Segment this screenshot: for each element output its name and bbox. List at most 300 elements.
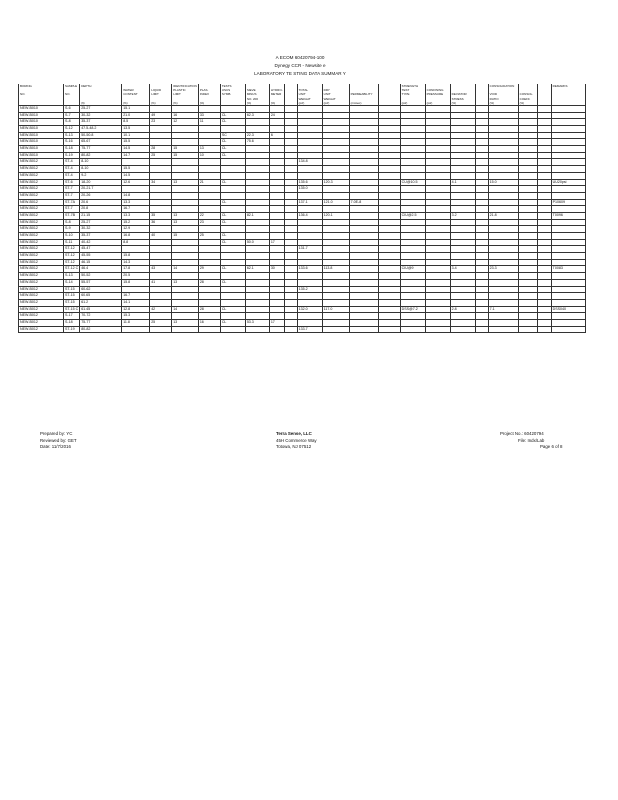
table-cell [450, 279, 475, 286]
report-title-line-2: Dynegy CCR - Newsite e [274, 63, 326, 68]
table-cell: CIU@9 [400, 266, 425, 273]
table-cell [400, 293, 425, 300]
table-cell [322, 186, 349, 193]
table-cell [349, 126, 378, 133]
table-cell [172, 126, 199, 133]
table-cell [269, 186, 284, 193]
table-cell [518, 259, 537, 266]
table-cell [378, 279, 400, 286]
table-cell [322, 313, 349, 320]
table-cell [122, 326, 150, 333]
table-cell [297, 139, 322, 146]
table-cell [322, 159, 349, 166]
table-cell: 28 [198, 279, 220, 286]
table-cell: 11.8 [122, 319, 150, 326]
table-cell: NEW-B012 [19, 326, 64, 333]
table-cell [518, 146, 537, 153]
table-cell [172, 192, 199, 199]
table-cell [537, 186, 551, 193]
table-cell [537, 319, 551, 326]
table-cell [488, 326, 518, 333]
table-cell [245, 172, 269, 179]
table-cell [349, 306, 378, 313]
table-cell [198, 192, 220, 199]
table-cell [475, 219, 488, 226]
table-cell [322, 239, 349, 246]
header-cell: UNIT [322, 92, 349, 96]
table-cell: NEW-B012 [19, 199, 64, 206]
table-cell [518, 139, 537, 146]
table-cell: T0083 [551, 266, 585, 273]
table-cell [269, 226, 284, 233]
table-cell [400, 273, 425, 280]
table-cell [269, 313, 284, 320]
table-cell: 13 [172, 212, 199, 219]
table-cell [425, 199, 450, 206]
table-cell [269, 286, 284, 293]
table-cell [297, 259, 322, 266]
table-cell: 15.0 [488, 179, 518, 186]
header-cell: (psf) [400, 101, 425, 106]
table-cell [400, 126, 425, 133]
table-cell [488, 219, 518, 226]
table-cell [245, 279, 269, 286]
table-cell: 25 [150, 319, 172, 326]
table-cell [297, 152, 322, 159]
table-cell [518, 192, 537, 199]
table-cell [172, 273, 199, 280]
table-cell: NEW-B012 [19, 179, 64, 186]
header-cell: TYPE [400, 92, 425, 96]
table-cell: 20-21.7 [80, 186, 122, 193]
table-cell [475, 253, 488, 260]
table-cell [284, 233, 297, 240]
table-cell [537, 166, 551, 173]
table-cell [322, 139, 349, 146]
table-cell [518, 266, 537, 273]
table-cell [322, 233, 349, 240]
table-cell [488, 199, 518, 206]
footer-company-block [276, 431, 317, 451]
table-cell [400, 112, 425, 119]
table-cell: 61.2 [80, 299, 122, 306]
table-row [19, 119, 586, 126]
table-cell: S-13 [64, 273, 80, 280]
table-cell [378, 139, 400, 146]
table-cell: CL [220, 219, 245, 226]
table-cell: 133.7 [297, 326, 322, 333]
table-row [19, 159, 586, 166]
table-cell: 35-37 [80, 233, 122, 240]
table-cell [537, 132, 551, 139]
header-cell: DRY [322, 88, 349, 92]
table-cell: CL [220, 212, 245, 219]
table-cell [488, 313, 518, 320]
table-cell: 25-27 [80, 219, 122, 226]
table-cell [475, 126, 488, 133]
table-cell: 120.3 [322, 179, 349, 186]
table-cell [551, 226, 585, 233]
table-cell [220, 293, 245, 300]
table-cell [450, 172, 475, 179]
table-cell [297, 313, 322, 320]
table-cell [425, 112, 450, 119]
table-cell: 33 [198, 112, 220, 119]
header-cell: WATER [122, 88, 150, 92]
table-cell [537, 179, 551, 186]
table-row [19, 273, 586, 280]
table-cell [297, 172, 322, 179]
table-cell: NEW-B010 [19, 139, 64, 146]
table-cell [220, 126, 245, 133]
table-cell: ST-19 [64, 326, 80, 333]
table-cell: 20.5 [122, 273, 150, 280]
table-cell: NEW-B010 [19, 152, 64, 159]
table-cell: 16.7 [122, 206, 150, 213]
table-cell [378, 299, 400, 306]
table-cell [245, 293, 269, 300]
table-cell [284, 219, 297, 226]
table-cell [551, 206, 585, 213]
table-cell: 65-67 [80, 139, 122, 146]
table-cell: CL [220, 139, 245, 146]
table-cell [150, 253, 172, 260]
table-cell [425, 266, 450, 273]
table-cell: S-6 [64, 105, 80, 112]
table-cell [488, 166, 518, 173]
table-cell [450, 139, 475, 146]
table-cell [537, 119, 551, 126]
table-cell [475, 112, 488, 119]
table-cell: DSS@7.2 [400, 306, 425, 313]
table-cell [322, 192, 349, 199]
table-cell [488, 286, 518, 293]
table-cell [284, 179, 297, 186]
table-cell [551, 139, 585, 146]
table-cell: 120.1 [322, 212, 349, 219]
table-cell [245, 233, 269, 240]
table-cell [378, 119, 400, 126]
table-cell [322, 119, 349, 126]
table-cell [349, 119, 378, 126]
table-cell [488, 105, 518, 112]
table-cell [297, 299, 322, 306]
table-cell [220, 253, 245, 260]
header-cell: INDEX [198, 92, 220, 96]
table-cell [450, 199, 475, 206]
table-cell: CL [220, 239, 245, 246]
table-cell [400, 319, 425, 326]
table-cell [425, 139, 450, 146]
table-cell [349, 146, 378, 153]
table-cell [450, 159, 475, 166]
table-cell [198, 206, 220, 213]
table-cell [322, 146, 349, 153]
table-cell [322, 105, 349, 112]
table-cell [488, 132, 518, 139]
table-cell [220, 273, 245, 280]
table-cell [220, 326, 245, 333]
table-cell [198, 132, 220, 139]
table-cell [284, 105, 297, 112]
table-cell [400, 253, 425, 260]
table-cell: NEW-B012 [19, 172, 64, 179]
header-cell: TEST [400, 88, 425, 92]
table-row [19, 192, 586, 199]
table-cell [297, 279, 322, 286]
table-cell [198, 172, 220, 179]
table-cell [537, 293, 551, 300]
table-cell [284, 326, 297, 333]
table-cell [537, 226, 551, 233]
table-cell: S-18 [64, 146, 80, 153]
table-cell [322, 132, 349, 139]
table-cell [150, 239, 172, 246]
table-cell: NEW-B012 [19, 186, 64, 193]
table-cell [475, 233, 488, 240]
table-cell [425, 313, 450, 320]
table-cell [245, 219, 269, 226]
header-cell: WEIGHT [297, 97, 322, 101]
table-cell [297, 105, 322, 112]
table-cell [518, 313, 537, 320]
header-cell: CONFINING [425, 88, 450, 92]
table-cell [450, 192, 475, 199]
header-cell: PRESSURE [425, 92, 450, 96]
table-cell [450, 112, 475, 119]
table-cell: 13.5 [122, 126, 150, 133]
table-cell [551, 146, 585, 153]
table-cell: 34 [150, 179, 172, 186]
table-cell: S-9 [64, 226, 80, 233]
table-cell [518, 132, 537, 139]
table-cell: 15.8 [122, 279, 150, 286]
table-cell [172, 206, 199, 213]
table-cell [269, 126, 284, 133]
header-cell: (psf) [425, 101, 450, 106]
table-cell [475, 105, 488, 112]
table-cell [488, 159, 518, 166]
table-cell [475, 326, 488, 333]
table-cell: 29 [198, 266, 220, 273]
table-cell [450, 253, 475, 260]
table-row [19, 186, 586, 193]
table-cell [284, 279, 297, 286]
table-cell: 22.3 [245, 132, 269, 139]
table-cell [297, 233, 322, 240]
table-cell: S-13 [64, 132, 80, 139]
table-cell: 12.9 [122, 226, 150, 233]
table-cell [349, 253, 378, 260]
table-cell [475, 266, 488, 273]
table-cell [518, 152, 537, 159]
page-number: Page 6 of 8 [540, 444, 563, 449]
table-cell [349, 212, 378, 219]
table-cell [284, 166, 297, 173]
table-row [19, 259, 586, 266]
table-cell [450, 273, 475, 280]
table-cell [284, 139, 297, 146]
table-cell [245, 206, 269, 213]
table-cell: 8.8 [122, 239, 150, 246]
table-cell [172, 293, 199, 300]
table-cell [122, 159, 150, 166]
table-row [19, 199, 586, 206]
table-cell: 7.0E-8 [349, 199, 378, 206]
table-cell [518, 306, 537, 313]
table-cell [450, 206, 475, 213]
table-cell [450, 239, 475, 246]
table-cell [322, 273, 349, 280]
table-cell [150, 246, 172, 253]
table-cell [475, 212, 488, 219]
table-cell: S-17 [64, 313, 80, 320]
table-cell [425, 259, 450, 266]
table-cell [349, 299, 378, 306]
table-cell [425, 126, 450, 133]
table-cell [537, 139, 551, 146]
table-cell [198, 239, 220, 246]
table-cell [349, 279, 378, 286]
table-cell: S-10 [64, 233, 80, 240]
table-cell: NEW-B012 [19, 246, 64, 253]
header-cell: PLAS. [198, 88, 220, 92]
table-cell [269, 259, 284, 266]
table-cell: 40 [150, 233, 172, 240]
table-cell [450, 286, 475, 293]
table-cell [400, 286, 425, 293]
table-cell [349, 139, 378, 146]
table-cell [269, 246, 284, 253]
table-cell [269, 152, 284, 159]
table-cell [488, 246, 518, 253]
table-cell [349, 286, 378, 293]
table-cell [537, 192, 551, 199]
project-number: Project No.: 60420794 [500, 431, 544, 436]
table-cell [537, 152, 551, 159]
table-cell [537, 246, 551, 253]
table-row [19, 112, 586, 119]
table-row [19, 219, 586, 226]
table-cell: 23 [150, 119, 172, 126]
table-cell [537, 105, 551, 112]
table-row [19, 139, 586, 146]
table-cell [378, 112, 400, 119]
table-cell [245, 166, 269, 173]
table-cell [425, 206, 450, 213]
header-cell: (%) [198, 101, 220, 106]
table-cell [150, 273, 172, 280]
table-cell [425, 279, 450, 286]
table-cell [400, 233, 425, 240]
table-cell: ST-12 [64, 253, 80, 260]
table-cell: NEW-B010 [19, 146, 64, 153]
table-cell [378, 319, 400, 326]
table-cell [220, 192, 245, 199]
table-cell [488, 172, 518, 179]
table-cell [450, 119, 475, 126]
table-cell [150, 172, 172, 179]
table-cell [425, 152, 450, 159]
table-cell [269, 172, 284, 179]
company-name: Terra Sense, LLC [276, 431, 312, 436]
table-cell [450, 226, 475, 233]
table-cell [518, 159, 537, 166]
header-cell: PLASTIC [172, 88, 199, 92]
table-cell: 15 [172, 152, 199, 159]
table-cell [378, 146, 400, 153]
table-cell [425, 273, 450, 280]
table-cell [322, 172, 349, 179]
table-cell [488, 273, 518, 280]
table-cell [378, 179, 400, 186]
table-cell: NEW-B012 [19, 192, 64, 199]
table-cell: 3.4 [450, 266, 475, 273]
table-cell [450, 146, 475, 153]
table-cell: 13 [172, 219, 199, 226]
table-cell: NEW-B012 [19, 319, 64, 326]
table-cell: 82.1 [245, 212, 269, 219]
table-cell [349, 219, 378, 226]
table-cell: 17.8 [122, 266, 150, 273]
table-cell [475, 179, 488, 186]
table-cell: ST-15 C [64, 306, 80, 313]
table-cell [198, 226, 220, 233]
table-cell [198, 253, 220, 260]
table-cell: ST-6 [64, 179, 80, 186]
table-cell [322, 126, 349, 133]
company-address-1: 45H Commerce Way [276, 437, 317, 443]
table-cell: 46.15 [80, 259, 122, 266]
table-cell: 137.1 [297, 199, 322, 206]
table-cell [220, 206, 245, 213]
table-row [19, 286, 586, 293]
table-cell [450, 166, 475, 173]
table-cell: S-12 [64, 126, 80, 133]
table-cell [269, 253, 284, 260]
table-cell [518, 273, 537, 280]
table-cell: 28 [150, 146, 172, 153]
table-cell [537, 199, 551, 206]
table-cell [122, 286, 150, 293]
table-cell [284, 266, 297, 273]
table-cell [450, 219, 475, 226]
table-cell [378, 152, 400, 159]
table-cell [322, 166, 349, 173]
table-cell [349, 132, 378, 139]
table-cell [400, 313, 425, 320]
table-cell [245, 105, 269, 112]
table-cell [322, 279, 349, 286]
table-cell [551, 119, 585, 126]
table-cell: S-7 [64, 112, 80, 119]
table-cell [220, 172, 245, 179]
table-cell [269, 159, 284, 166]
table-cell: 21.15 [80, 212, 122, 219]
table-cell: CL [220, 233, 245, 240]
table-cell [322, 246, 349, 253]
table-cell: CL [220, 119, 245, 126]
table-cell [400, 132, 425, 139]
header-cell: STRESS [450, 97, 475, 101]
header-cell: (pcf) [322, 101, 349, 106]
table-cell [269, 206, 284, 213]
table-cell: ST-7A [64, 199, 80, 206]
table-cell [378, 293, 400, 300]
table-row [19, 239, 586, 246]
table-cell [450, 105, 475, 112]
table-cell: ST-12 C [64, 266, 80, 273]
